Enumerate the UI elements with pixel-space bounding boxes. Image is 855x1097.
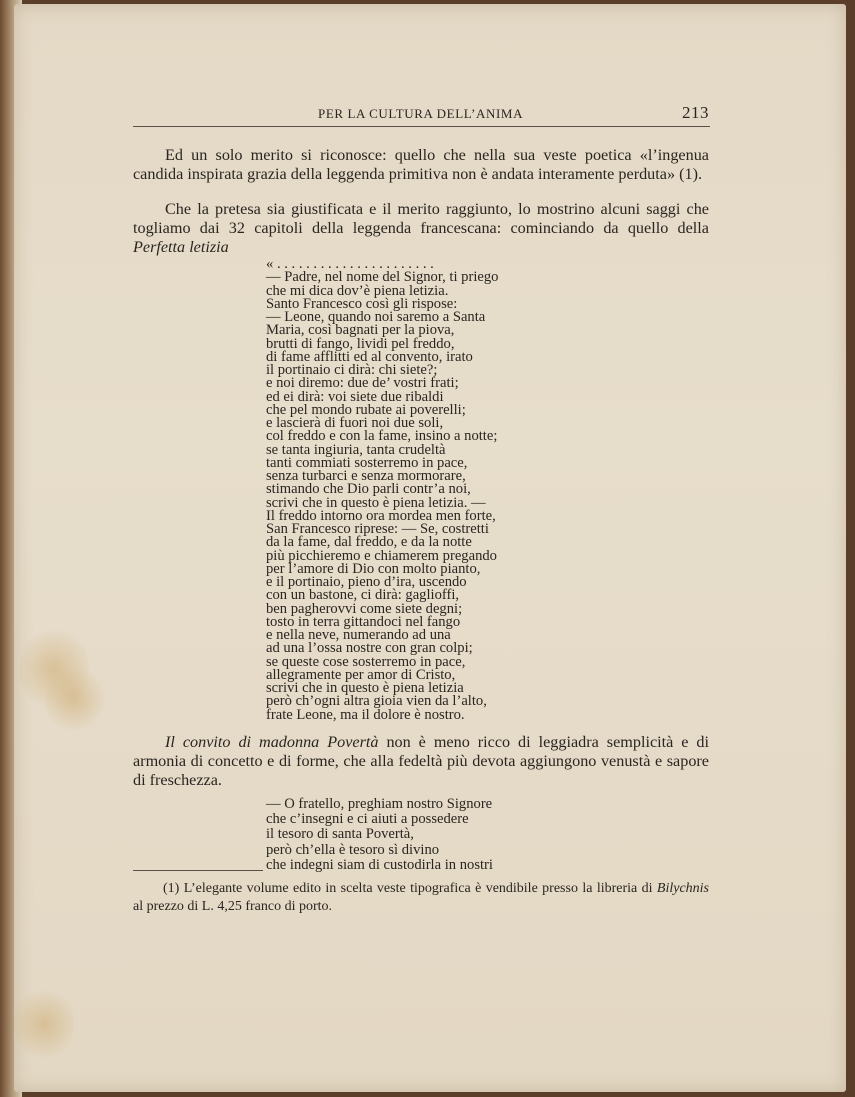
verse-line: Santo Francesco così gli rispose: [266, 295, 458, 312]
verse-line: e lascierà di fuori noi due soli, [266, 415, 444, 431]
verse-line: però ch’ella è tesoro sì divino [266, 841, 440, 858]
verse-line: però ch’ogni altra gioia vien da l’alto, [266, 693, 487, 710]
verse-line: per l’amore di Dio con molto pianto, [266, 560, 481, 577]
verse-line: ben pagherovvi come siete degni; [266, 600, 463, 617]
italic-title-convito: Il convito di madonna Povertà [165, 733, 379, 751]
header-rule [133, 126, 710, 127]
verse-line: e noi diremo: due de’ vostri frati; [266, 375, 459, 392]
footnote-italic-bilychnis: Bilychnis [656, 881, 710, 896]
verse-line: col freddo e con la fame, insino a notte; [266, 428, 498, 445]
running-title: PER LA CULTURA DELL’ANIMA [318, 106, 524, 121]
verse-line: ad una l’ossa nostre con gran colpi; [266, 640, 473, 657]
verse-line: che pel mondo rubate ai poverelli; [266, 401, 466, 418]
paragraph-text: Che la pretesa sia giustificata e il merito raggiunto, lo mostrino alcuni saggi che togliamo dai 32 capitoli della leggenda francescana: cominciando da quello della [133, 200, 709, 238]
verse-line: con un bastone, ci dirà: gaglioffi, [266, 587, 460, 604]
verse-line: e nella neve, numerando ad una [266, 627, 451, 643]
verse-line: Maria, così bagnati per la piova, [266, 322, 455, 339]
verse-line: se queste cose sosterremo in pace, [266, 653, 466, 670]
verse-line: che indegni siam di custodirla in nostri [266, 856, 493, 873]
footnote-text-end: al prezzo di L. 4,25 franco di porto. [133, 899, 333, 914]
verse-line: che mi dica dov’è piena letizia. [266, 282, 449, 299]
verse-line: da la fame, dal freddo, e da la notte [266, 534, 472, 551]
paper-stain [14, 984, 74, 1064]
footnote-text: (1) L’elegante volume edito in scelta veste tipografica è vendibile presso la libreria di [163, 881, 653, 896]
verse-line: scrivi che in questo è piena letizia. — [266, 494, 486, 511]
verse-line: senza turbarci e senza mormorare, [266, 468, 466, 484]
verse-line: ed ei dirà: voi siete due ribaldi [266, 388, 444, 405]
italic-title-perfetta-letizia: Perfetta letizia [133, 238, 229, 257]
verse-perfetta-letizia [266, 258, 556, 722]
verse-line: tanti commiati sosterremo in pace, [266, 454, 468, 471]
paper-stain [44, 664, 104, 734]
verse-line: frate Leone, ma il dolore è nostro. [266, 706, 465, 723]
verse-line: — Padre, nel nome del Signor, ti priego [266, 269, 499, 286]
verse-poverta [266, 797, 556, 873]
verse-line: di fame afflitti ed al convento, irato [266, 348, 473, 365]
page-number: 213 [682, 103, 709, 122]
verse-line: tosto in terra gittandoci nel fango [266, 613, 461, 630]
verse-line: San Francesco riprese: — Se, costretti [266, 521, 489, 537]
page-header [133, 103, 709, 123]
verse-line: scrivi che in questo è piena letizia [266, 680, 464, 696]
verse-line: che c’insegni e ci aiuti a possedere [266, 811, 469, 828]
verse-line: il tesoro di santa Povertà, [266, 826, 414, 843]
verse-line: se tanta ingiuria, tanta crudeltà [266, 441, 446, 458]
verse-line: il portinaio ci dirà: chi siete?; [266, 362, 438, 378]
verse-line: Il freddo intorno ora mordea men forte, [266, 507, 496, 524]
verse-line: allegramente per amor di Cristo, [266, 666, 456, 683]
paragraph-text: non è meno ricco di leggiadra semplicità e di armonia di concetto e di forme, che alla fedeltà più devota aggiungono venustà e sapore di freschezza. [133, 733, 710, 790]
verse-line: stimando che Dio parli contr’a noi, [266, 481, 471, 498]
paragraph-samples [133, 200, 709, 258]
footnote-rule [133, 870, 263, 871]
verse-line: e il portinaio, pieno d’ira, uscendo [266, 574, 467, 590]
paragraph-convito [133, 733, 709, 791]
verse-line: più picchieremo e chiamerem pregando [266, 547, 497, 564]
verse-line: « . . . . . . . . . . . . . . . . . . . . . . [266, 256, 434, 272]
verse-line: — O fratello, preghiam nostro Signore [266, 796, 493, 812]
paragraph-merit: Ed un solo merito si riconosce: quello che nella sua veste poetica «l’ingenua candida inspirata grazia della leggenda primitiva non è andata interamente perduta» (1). [133, 146, 709, 184]
verse-line: — Leone, quando noi saremo a Santa [266, 309, 486, 325]
footnote [133, 880, 709, 916]
verse-line: brutti di fango, lividi pel freddo, [266, 335, 455, 352]
